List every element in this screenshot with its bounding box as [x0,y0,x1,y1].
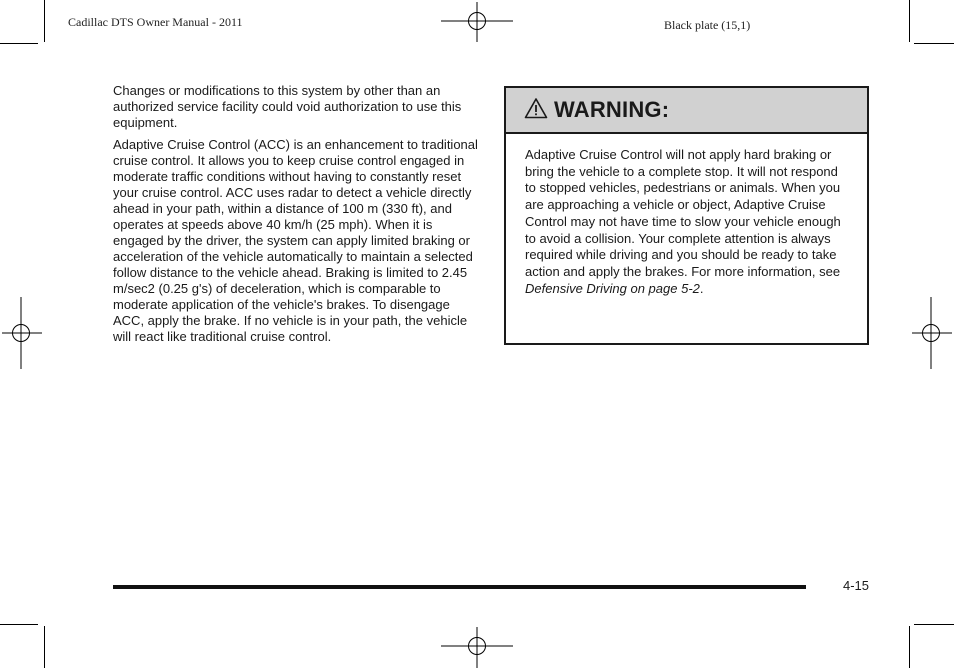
warning-box [504,86,869,345]
crop-mark [909,0,910,42]
registration-mark-bottom [441,625,513,668]
warning-text [506,134,867,297]
crop-mark [914,43,954,44]
footer-rule [113,585,806,589]
manual-title: Cadillac DTS Owner Manual - 2011 [68,15,243,29]
warning-title: WARNING: [554,97,670,122]
paragraph-modifications: Changes or modifications to this system by other than an authorized service facility could void authorization to use this equipment. [113,83,462,130]
warning-header [506,88,867,134]
warning-body-text: Adaptive Cruise Control will not apply hard braking or bring the vehicle to a complete stop. It will not respond to stopped vehicles, pedestrians or animals. When you are approaching a vehicle or object, Adaptive Cruise Control may not have time to slow your vehicle enough to avoid a collision. Your complete attention is always required while driving and you should be ready to take action and apply the brakes. For more information, see [525,147,841,279]
registration-mark-left [0,297,44,369]
crop-mark [914,624,954,625]
warning-triangle-icon [524,97,548,124]
paragraph-acc-description: Adaptive Cruise Control (ACC) is an enhancement to traditional cruise control. It allows you to keep cruise control engaged in moderate traffic conditions without having to constantly reset your cruise control. ACC uses radar to detect a vehicle directly ahead in your path, within a distance of 100 m (330 ft), and operates at speeds above 40 km/h (25 mph). When it is engaged by the driver, the system can apply limited braking or acceleration of the vehicle automatically to maintain a selected follow distance to the vehicle ahead. Braking is limited to 2.45 m/sec2 (0.25 g's) of deceleration, which is comparable to moderate application of the vehicle's brakes. To disengage ACC, apply the brake. If no vehicle is in your path, the vehicle will react like traditional cruise control. [113,137,478,344]
crop-mark [44,0,45,42]
plate-label: Black plate (15,1) [664,18,751,32]
registration-mark-right [910,297,954,369]
crop-mark [0,43,38,44]
crop-mark [0,624,38,625]
page-number: 4-15 [843,578,870,593]
registration-mark-top [441,0,513,44]
crop-mark [44,626,45,668]
crop-mark [909,626,910,668]
warning-text-end: . [699,280,704,296]
defensive-driving-link[interactable]: Defensive Driving on page 5-2 [525,280,700,296]
left-column [113,83,478,351]
